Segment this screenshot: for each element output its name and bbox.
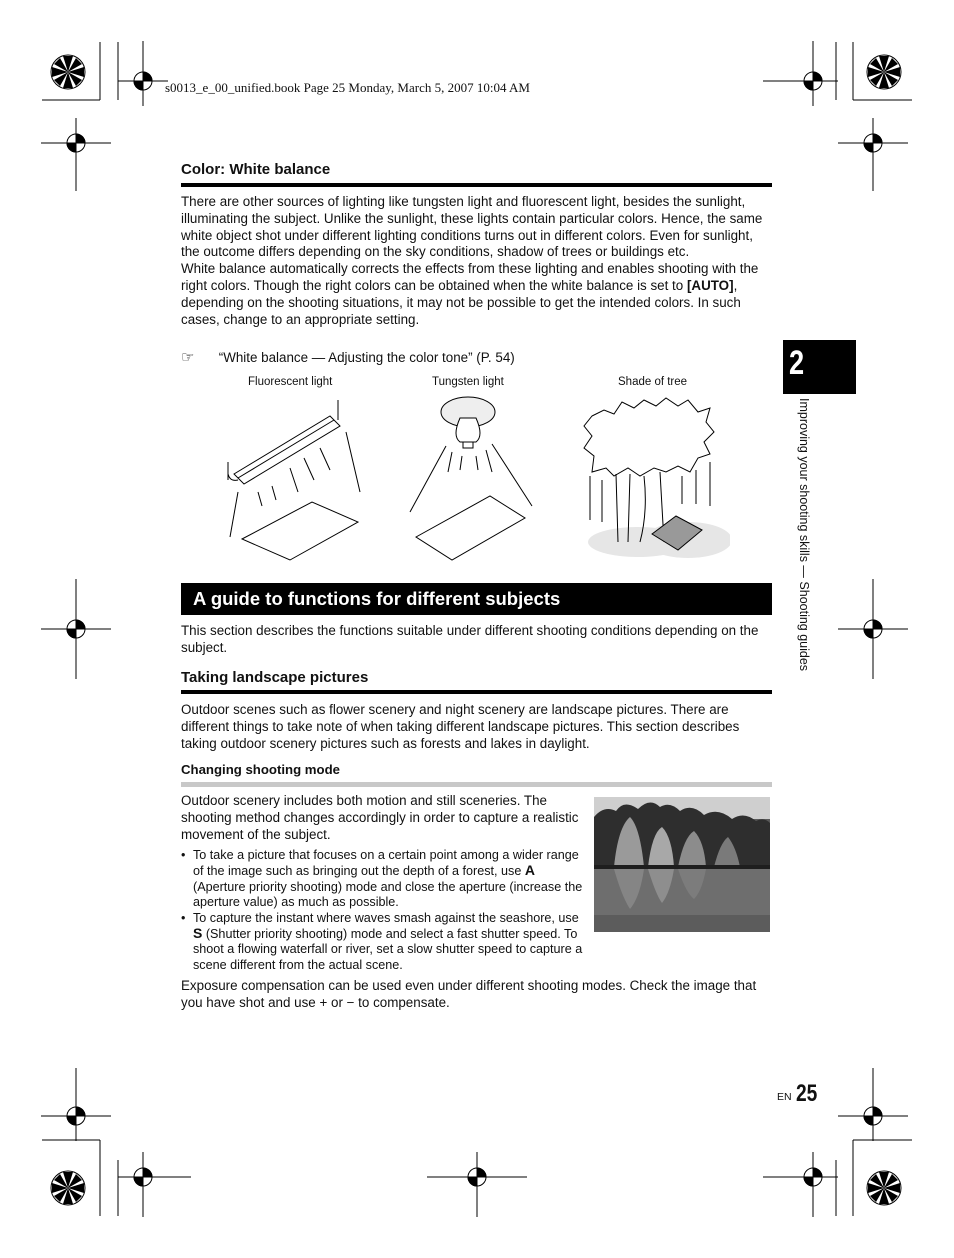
shade-of-tree-illustration: [584, 398, 730, 558]
page-number: 25: [796, 1080, 818, 1107]
shooting-mode-intro: Outdoor scenery includes both motion and still sceneries. The shooting method changes accordingly in order to capture a realistic movement of the subject.: [181, 793, 579, 842]
section-banner: A guide to functions for different subjects: [181, 583, 772, 615]
chapter-number: 2: [789, 344, 805, 382]
fluorescent-illustration: [228, 400, 360, 560]
heading-rule: [181, 690, 772, 694]
guide-intro: This section describes the functions suitable under different shooting conditions depending on the subject.: [181, 623, 759, 655]
running-title: Improving your shooting skills — Shooting guides: [797, 398, 811, 672]
lake-forest-photo: [594, 797, 770, 932]
chapter-tab: [783, 340, 856, 394]
exposure-text: Exposure compensation can be used even under different shooting modes. Check the image that you have shot and use + or − to compensate.: [181, 978, 757, 1010]
tungsten-illustration: [410, 397, 532, 560]
pointing-hand-icon: ☞: [181, 349, 195, 366]
bullet-text: To take a picture that focuses on a certain point among a wider range of the image such as bringing out the depth of a forest, use: [193, 848, 579, 879]
landscape-heading: Taking landscape pictures: [181, 669, 369, 686]
file-info-header: s0013_e_00_unified.book Page 25 Monday, March 5, 2007 10:04 AM: [165, 80, 530, 95]
auto-setting-label: [AUTO]: [686, 277, 734, 293]
white-balance-text: [181, 194, 773, 328]
aperture-mode-icon: A: [524, 862, 535, 879]
bullet-text: To capture the instant where waves smash against the seashore, use: [193, 910, 579, 925]
bullet-text: (Aperture priority shooting) mode and close the aperture (increase the aperture value) as much as possible.: [193, 879, 583, 910]
heading-rule: [181, 183, 772, 187]
shooting-mode-heading: Changing shooting mode: [181, 762, 340, 777]
shutter-mode-icon: S: [193, 925, 203, 942]
subheading-rule: [181, 782, 772, 787]
caption-shade: Shade of tree: [618, 376, 688, 388]
white-balance-heading: Color: White balance: [181, 161, 331, 178]
p2-text-start: White balance automatically corrects the effects from these lighting and enables shooting with the right colors. Though the right colors can be obtained when the white balance is set to: [181, 261, 759, 293]
bullet-text: (Shutter priority shooting) mode and select a fast shutter speed. To shoot a flowing waterfall or river, set a slow shutter speed to capture a scene different from the actual scene.: [193, 927, 583, 972]
reference-link[interactable]: “White balance — Adjusting the color tone” (P. 54): [218, 350, 515, 365]
list-item: [181, 848, 584, 911]
shooting-mode-bullets: [181, 848, 584, 973]
language-label: EN: [777, 1091, 792, 1103]
white-balance-paragraph-2: [181, 261, 773, 328]
reference-line: [181, 348, 515, 366]
lighting-illustrations: [220, 392, 730, 572]
caption-tungsten: Tungsten light: [432, 376, 504, 388]
caption-fluorescent: Fluorescent light: [248, 376, 333, 388]
landscape-text: Outdoor scenes such as flower scenery and night scenery are landscape pictures. There are different things to take note of when taking different landscape pictures. This section describes taking outdoor scenery pictures such as forests and lakes in daylight.: [181, 702, 740, 751]
white-balance-paragraph-1: There are other sources of lighting like tungsten light and fluorescent light, besides the sunlight, illuminating the subject. Unlike the sunlight, these lights contain particular colors. Hence, the same white object shot under different lighting conditions turns out in different colors. Even for sunlight, the outcome differs depending on the sky conditions, shadow of trees or buildings etc.: [181, 194, 763, 260]
list-item: [181, 911, 584, 974]
p2-text-end: , depending on the shooting situations, it may not be possible to get the intended colors. In such cases, change to an appropriate setting.: [181, 277, 741, 327]
